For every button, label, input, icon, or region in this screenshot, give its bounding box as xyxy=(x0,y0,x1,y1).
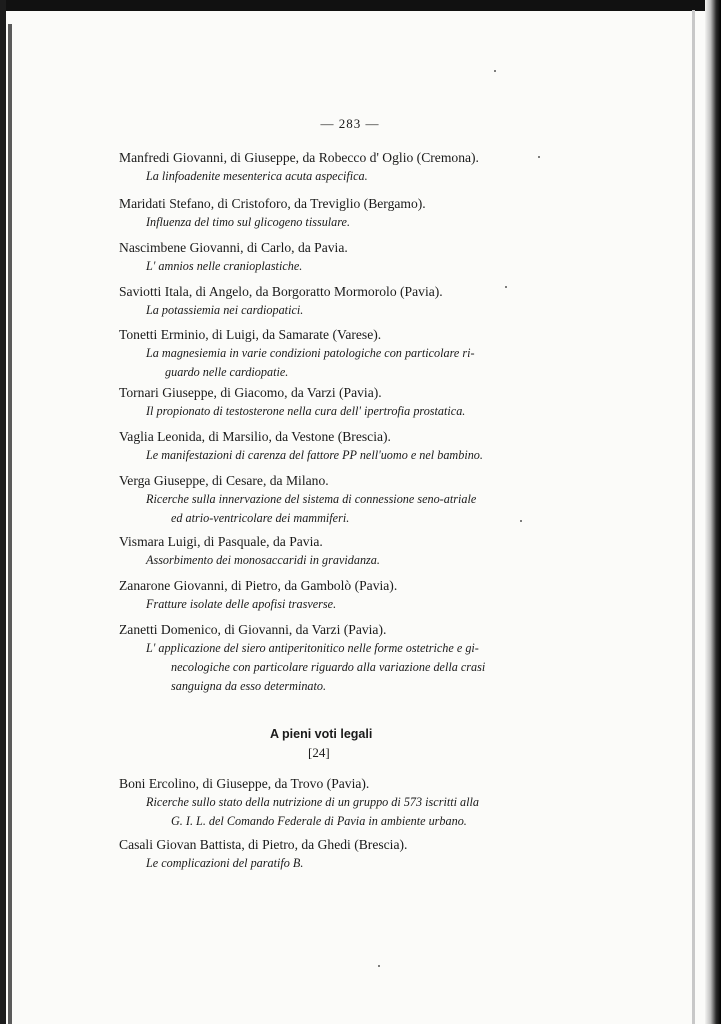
thesis-title-continuation: sanguigna da esso determinato. xyxy=(171,679,327,693)
author-name: Zanarone Giovanni, di Pietro, da Gambolò (Pavia). xyxy=(119,578,398,593)
scan-speck xyxy=(505,286,507,288)
author-name: Manfredi Giovanni, di Giuseppe, da Robecco d' Oglio (Cremona). xyxy=(119,150,479,165)
section-count: [24] xyxy=(308,745,330,760)
author-name: Casali Giovan Battista, di Pietro, da Ghedi (Brescia). xyxy=(119,837,408,852)
author-name: Tonetti Erminio, di Luigi, da Samarate (Varese). xyxy=(119,327,382,342)
thesis-title: La magnesiemia in varie condizioni patologiche con particolare ri- xyxy=(146,346,475,360)
thesis-title: L' applicazione del siero antiperitonitico nelle forme ostetriche e gi- xyxy=(146,641,479,655)
thesis-title: La linfoadenite mesenterica acuta aspecifica. xyxy=(146,169,368,183)
thesis-title-continuation: guardo nelle cardiopatie. xyxy=(165,365,289,379)
list-item xyxy=(119,427,579,465)
scan-speck xyxy=(520,520,522,522)
list-item xyxy=(119,835,559,873)
page-number: — 283 — xyxy=(320,116,380,131)
author-name: Saviotti Itala, di Angelo, da Borgoratto Mormorolo (Pavia). xyxy=(119,284,443,299)
list-item xyxy=(119,148,559,186)
scan-left-shadow xyxy=(8,24,12,1024)
thesis-title: Il propionato di testosterone nella cura dell' ipertrofia prostatica. xyxy=(146,404,466,418)
scan-speck xyxy=(494,70,496,72)
author-name: Tornari Giuseppe, di Giacomo, da Varzi (Pavia). xyxy=(119,385,382,400)
scan-speck xyxy=(378,965,380,967)
author-name: Boni Ercolino, di Giuseppe, da Trovo (Pavia). xyxy=(119,776,370,791)
thesis-title: Le complicazioni del paratifo B. xyxy=(146,856,304,870)
list-item xyxy=(119,282,559,320)
scan-speck xyxy=(538,156,540,158)
thesis-title-continuation: ed atrio-ventricolare dei mammiferi. xyxy=(171,511,350,525)
thesis-title: L' amnios nelle cranioplastiche. xyxy=(146,259,303,273)
thesis-title: Assorbimento dei monosaccaridi in gravidanza. xyxy=(146,553,380,567)
thesis-title-continuation: necologiche con particolare riguardo alla variazione della crasi xyxy=(171,660,486,674)
author-name: Vaglia Leonida, di Marsilio, da Vestone (Brescia). xyxy=(119,429,391,444)
thesis-title: Fratture isolate delle apofisi trasverse. xyxy=(146,597,337,611)
thesis-title: Ricerche sulla innervazione del sistema di connessione seno-atriale xyxy=(146,492,477,506)
list-item xyxy=(119,774,579,831)
list-item xyxy=(119,471,579,528)
author-name: Maridati Stefano, di Cristoforo, da Treviglio (Bergamo). xyxy=(119,196,426,211)
author-name: Zanetti Domenico, di Giovanni, da Varzi (Pavia). xyxy=(119,622,387,637)
list-item xyxy=(119,238,559,276)
section-heading: A pieni voti legali xyxy=(270,727,373,741)
thesis-title: Ricerche sullo stato della nutrizione di un gruppo di 573 iscritti alla xyxy=(146,795,479,809)
list-item xyxy=(119,325,579,382)
list-item xyxy=(119,383,579,421)
thesis-title: Influenza del timo sul glicogeno tissulare. xyxy=(146,215,351,229)
list-item xyxy=(119,620,579,696)
thesis-title-continuation: G. I. L. del Comando Federale di Pavia in ambiente urbano. xyxy=(171,814,467,828)
scan-right-border xyxy=(705,0,721,1024)
author-name: Verga Giuseppe, di Cesare, da Milano. xyxy=(119,473,329,488)
author-name: Vismara Luigi, di Pasquale, da Pavia. xyxy=(119,534,323,549)
thesis-title: Le manifestazioni di carenza del fattore PP nell'uomo e nel bambino. xyxy=(146,448,483,462)
scan-left-border xyxy=(0,0,6,1024)
scan-right-fold xyxy=(692,10,695,1024)
author-name: Nascimbene Giovanni, di Carlo, da Pavia. xyxy=(119,240,348,255)
list-item xyxy=(119,532,559,570)
scan-top-border xyxy=(0,0,721,11)
list-item xyxy=(119,576,559,614)
list-item xyxy=(119,194,559,232)
thesis-title: La potassiemia nei cardiopatici. xyxy=(146,303,304,317)
